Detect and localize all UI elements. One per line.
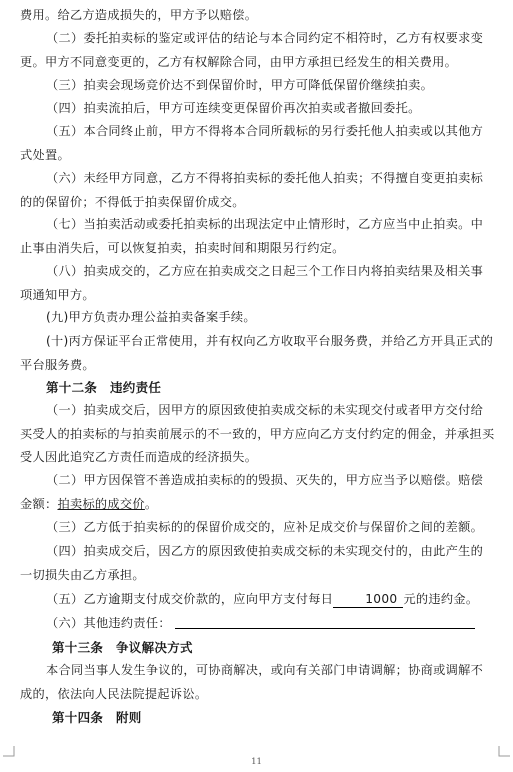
- margin-corner-right: [497, 744, 511, 758]
- breach-clause-5-text: （五）乙方逾期支付成交价款的，应向甲方支付每日: [46, 592, 334, 606]
- clause-10: (十)丙方保证平台正常使用，并有权向乙方收取平台服务费，并给乙方开具正式的平台服务费。: [20, 334, 494, 372]
- dispute-clause: 本合同当事人发生争议的，可协商解决，或向有关部门申请调解；协商或调解不成的，依法向人民法院提起诉讼。: [20, 663, 484, 701]
- breach-clause-2-end: 。: [144, 496, 158, 511]
- clause-4: （四）拍卖流拍后，甲方可连续变更保留价再次拍卖或者撤回委托。: [46, 101, 421, 115]
- clause-2: （二）委托拍卖标的鉴定或评估的结论与本合同约定不相符时，乙方有权要求变更。甲方不同意变更的，乙方有权解除合同，由甲方承担已经发生的相关费用。: [20, 31, 484, 69]
- clause-9: (九)甲方负责办理公益拍卖备案手续。: [46, 310, 256, 324]
- breach-clause-2-text: （二）甲方因保管不善造成拍卖标的的毁损、灭失的，甲方应当予以赔偿。赔偿金额：: [20, 473, 484, 511]
- clause-7: （七）当拍卖活动或委托拍卖标的出现法定中止情形时，乙方应当中止拍卖。中止事由消失后，可以恢复拍卖，拍卖时间和期限另行约定。: [20, 217, 484, 255]
- clause-3: （三）拍卖会现场竞价达不到保留价时，甲方可降低保留价继续拍卖。: [46, 78, 434, 92]
- breach-clause-5: [20, 588, 495, 612]
- article-13-heading: 第十三条 争议解决方式: [52, 640, 193, 655]
- margin-corner-left: [2, 744, 16, 758]
- article-12-heading: 第十二条 违约责任: [46, 380, 162, 395]
- page-number: 11: [251, 757, 262, 767]
- breach-clause-2: [20, 469, 495, 516]
- clause-5: （五）本合同终止前，甲方不得将本合同所载标的另行委托他人拍卖或以其他方式处置。: [20, 124, 484, 162]
- breach-clause-4: （四）拍卖成交后，因乙方的原因致使拍卖成交标的未实现交付的，由此产生的一切损失由乙方承担。: [20, 544, 484, 582]
- breach-clause-6: [20, 612, 495, 636]
- daily-penalty-amount: 1000: [333, 591, 403, 608]
- clause-8: （八）拍卖成交的，乙方应在拍卖成交之日起三个工作日内将拍卖结果及相关事项通知甲方。: [20, 264, 484, 302]
- article-14-heading: 第十四条 附则: [52, 710, 142, 725]
- paragraph-continuation: 费用。给乙方造成损失的，甲方予以赔偿。: [20, 8, 258, 22]
- breach-clause-6-text: （六）其他违约责任：: [46, 616, 171, 630]
- breach-clause-5-end: 元的违约金。: [403, 592, 479, 606]
- compensation-amount: 拍卖标的成交价: [57, 496, 145, 511]
- other-liability-blank: [175, 614, 475, 629]
- breach-clause-3: （三）乙方低于拍卖标的的保留价成交的，应补足成交价与保留价之间的差额。: [46, 520, 484, 534]
- breach-clause-1: （一）拍卖成交后，因甲方的原因致使拍卖成交标的未实现交付或者甲方交付给买受人的拍卖标的与拍卖前展示的不一致的，甲方应向乙方支付约定的佣金，并承担买受人因此追究乙方责任而造成的经济损失。: [20, 403, 495, 464]
- clause-6: （六）未经甲方同意，乙方不得将拍卖标的委托他人拍卖；不得擅自变更拍卖标的的保留价；不得低于拍卖保留价成交。: [20, 171, 484, 209]
